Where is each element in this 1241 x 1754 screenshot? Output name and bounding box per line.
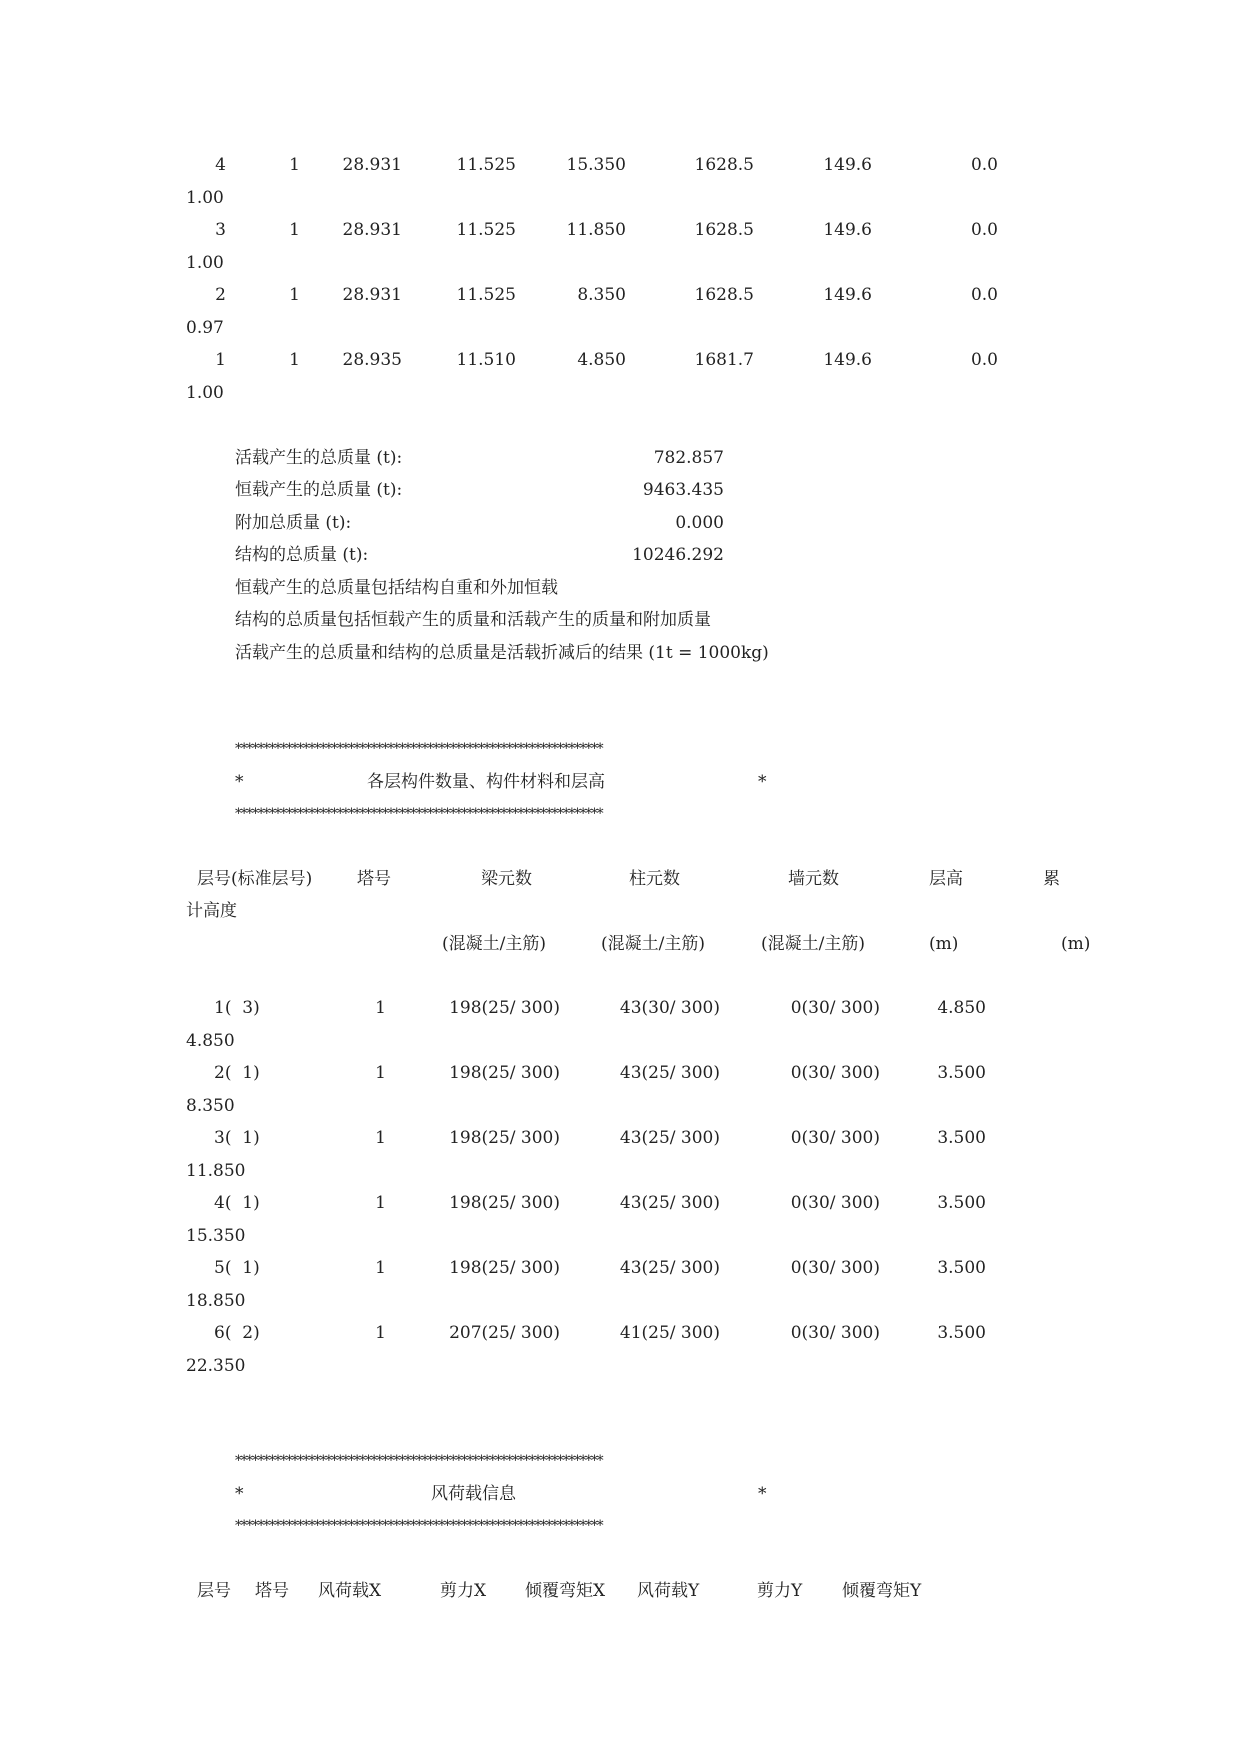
member-cumulative: 15.350 bbox=[186, 1226, 246, 1246]
mass-col6: 149.6 bbox=[823, 220, 872, 240]
mass-tower: 1 bbox=[289, 285, 300, 305]
total-mass-label: 结构的总质量 (t): bbox=[235, 545, 369, 565]
member-column: 43(25/ 300) bbox=[619, 1128, 720, 1148]
dead-mass-label: 恒载产生的总质量 (t): bbox=[235, 480, 403, 500]
mass-col7: 0.0 bbox=[970, 220, 998, 240]
extra-mass-value: 0.000 bbox=[675, 513, 724, 533]
member-beam: 198(25/ 300) bbox=[449, 1193, 560, 1213]
mass-y: 11.510 bbox=[456, 350, 516, 370]
mass-col6: 149.6 bbox=[823, 350, 872, 370]
mass-floor: 3 bbox=[215, 220, 226, 240]
mass-col7: 0.0 bbox=[970, 350, 998, 370]
member-column: 41(25/ 300) bbox=[619, 1323, 720, 1343]
subheader-column: (混凝土/主筋) bbox=[601, 934, 705, 954]
mass-ratio: 0.97 bbox=[186, 318, 224, 338]
mass-tower: 1 bbox=[289, 220, 300, 240]
member-floor: 5( 1) bbox=[214, 1258, 260, 1278]
member-wall: 0(30/ 300) bbox=[790, 998, 880, 1018]
member-column: 43(30/ 300) bbox=[619, 998, 720, 1018]
mass-value: 1628.5 bbox=[694, 285, 754, 305]
wind-header-shear-y: 剪力Y bbox=[757, 1581, 803, 1601]
mass-x: 28.931 bbox=[342, 285, 402, 305]
wind-header-load-x: 风荷载X bbox=[318, 1581, 382, 1601]
member-floor: 4( 1) bbox=[214, 1193, 260, 1213]
member-floor: 2( 1) bbox=[214, 1063, 260, 1083]
member-height: 3.500 bbox=[937, 1128, 986, 1148]
section-title: 风荷载信息 bbox=[431, 1484, 516, 1504]
subheader-cum-unit: (m) bbox=[1061, 934, 1091, 954]
member-floor: 6( 2) bbox=[214, 1323, 260, 1343]
member-wall: 0(30/ 300) bbox=[790, 1258, 880, 1278]
member-tower: 1 bbox=[375, 1128, 386, 1148]
member-column: 43(25/ 300) bbox=[619, 1258, 720, 1278]
member-floor: 3( 1) bbox=[214, 1128, 260, 1148]
member-wall: 0(30/ 300) bbox=[790, 1193, 880, 1213]
wind-header-tower: 塔号 bbox=[255, 1581, 289, 1601]
mass-x: 28.931 bbox=[342, 220, 402, 240]
mass-y: 11.525 bbox=[456, 285, 516, 305]
mass-ratio: 1.00 bbox=[186, 253, 224, 273]
member-floor: 1( 3) bbox=[214, 998, 260, 1018]
member-tower: 1 bbox=[375, 998, 386, 1018]
member-wall: 0(30/ 300) bbox=[790, 1323, 880, 1343]
mass-note: 活载产生的总质量和结构的总质量是活载折减后的结果 (1t = 1000kg) bbox=[235, 643, 769, 663]
banner-stars-bottom: ***************************************************************** bbox=[235, 806, 603, 822]
member-height: 4.850 bbox=[937, 998, 986, 1018]
mass-value: 1628.5 bbox=[694, 220, 754, 240]
mass-value: 1681.7 bbox=[694, 350, 754, 370]
banner-star-left: * bbox=[235, 1484, 244, 1504]
subheader-wall: (混凝土/主筋) bbox=[761, 934, 865, 954]
header-wall: 墙元数 bbox=[788, 869, 839, 889]
mass-value: 1628.5 bbox=[694, 155, 754, 175]
member-cumulative: 4.850 bbox=[186, 1031, 235, 1051]
mass-note: 恒载产生的总质量包括结构自重和外加恒载 bbox=[235, 578, 558, 598]
mass-z: 15.350 bbox=[566, 155, 626, 175]
live-mass-label: 活载产生的总质量 (t): bbox=[235, 448, 403, 468]
mass-tower: 1 bbox=[289, 155, 300, 175]
header-cumulative-cont: 计高度 bbox=[186, 901, 237, 921]
mass-col7: 0.0 bbox=[970, 285, 998, 305]
member-cumulative: 22.350 bbox=[186, 1356, 246, 1376]
member-column: 43(25/ 300) bbox=[619, 1063, 720, 1083]
member-column: 43(25/ 300) bbox=[619, 1193, 720, 1213]
member-cumulative: 11.850 bbox=[186, 1161, 246, 1181]
mass-z: 11.850 bbox=[566, 220, 626, 240]
member-cumulative: 8.350 bbox=[186, 1096, 235, 1116]
mass-col7: 0.0 bbox=[970, 155, 998, 175]
member-cumulative: 18.850 bbox=[186, 1291, 246, 1311]
member-height: 3.500 bbox=[937, 1258, 986, 1278]
banner-star-right: * bbox=[758, 1484, 767, 1504]
wind-header-shear-x: 剪力X bbox=[440, 1581, 487, 1601]
member-beam: 198(25/ 300) bbox=[449, 998, 560, 1018]
mass-x: 28.935 bbox=[342, 350, 402, 370]
wind-header-floor: 层号 bbox=[197, 1581, 231, 1601]
mass-x: 28.931 bbox=[342, 155, 402, 175]
member-beam: 198(25/ 300) bbox=[449, 1063, 560, 1083]
banner-stars-top: ***************************************************************** bbox=[235, 741, 603, 757]
header-floor: 层号(标准层号) bbox=[197, 869, 313, 889]
mass-z: 8.350 bbox=[577, 285, 626, 305]
mass-y: 11.525 bbox=[456, 220, 516, 240]
extra-mass-label: 附加总质量 (t): bbox=[235, 513, 352, 533]
header-height: 层高 bbox=[929, 869, 963, 889]
member-tower: 1 bbox=[375, 1258, 386, 1278]
mass-floor: 1 bbox=[215, 350, 226, 370]
header-tower: 塔号 bbox=[357, 869, 391, 889]
banner-star-left: * bbox=[235, 772, 244, 792]
member-height: 3.500 bbox=[937, 1063, 986, 1083]
live-mass-value: 782.857 bbox=[653, 448, 724, 468]
total-mass-value: 10246.292 bbox=[632, 545, 724, 565]
subheader-height-unit: (m) bbox=[929, 934, 959, 954]
member-beam: 198(25/ 300) bbox=[449, 1128, 560, 1148]
mass-ratio: 1.00 bbox=[186, 383, 224, 403]
banner-star-right: * bbox=[758, 772, 767, 792]
member-height: 3.500 bbox=[937, 1323, 986, 1343]
member-beam: 207(25/ 300) bbox=[449, 1323, 560, 1343]
member-wall: 0(30/ 300) bbox=[790, 1063, 880, 1083]
wind-header-moment-x: 倾覆弯矩X bbox=[525, 1581, 606, 1601]
subheader-beam: (混凝土/主筋) bbox=[442, 934, 546, 954]
mass-tower: 1 bbox=[289, 350, 300, 370]
header-cumulative: 累 bbox=[1043, 869, 1060, 889]
member-height: 3.500 bbox=[937, 1193, 986, 1213]
mass-y: 11.525 bbox=[456, 155, 516, 175]
banner-stars-bottom: ***************************************************************** bbox=[235, 1518, 603, 1534]
member-wall: 0(30/ 300) bbox=[790, 1128, 880, 1148]
mass-z: 4.850 bbox=[577, 350, 626, 370]
header-beam: 梁元数 bbox=[481, 869, 532, 889]
banner-stars-top: ***************************************************************** bbox=[235, 1453, 603, 1469]
mass-floor: 2 bbox=[215, 285, 226, 305]
mass-ratio: 1.00 bbox=[186, 188, 224, 208]
mass-floor: 4 bbox=[215, 155, 226, 175]
mass-col6: 149.6 bbox=[823, 155, 872, 175]
header-column: 柱元数 bbox=[629, 869, 680, 889]
member-beam: 198(25/ 300) bbox=[449, 1258, 560, 1278]
dead-mass-value: 9463.435 bbox=[642, 480, 724, 500]
member-tower: 1 bbox=[375, 1193, 386, 1213]
mass-note: 结构的总质量包括恒载产生的质量和活载产生的质量和附加质量 bbox=[235, 610, 711, 630]
section-title: 各层构件数量、构件材料和层高 bbox=[367, 772, 605, 792]
member-tower: 1 bbox=[375, 1063, 386, 1083]
mass-col6: 149.6 bbox=[823, 285, 872, 305]
wind-header-moment-y: 倾覆弯矩Y bbox=[842, 1581, 922, 1601]
member-tower: 1 bbox=[375, 1323, 386, 1343]
wind-header-load-y: 风荷载Y bbox=[637, 1581, 700, 1601]
